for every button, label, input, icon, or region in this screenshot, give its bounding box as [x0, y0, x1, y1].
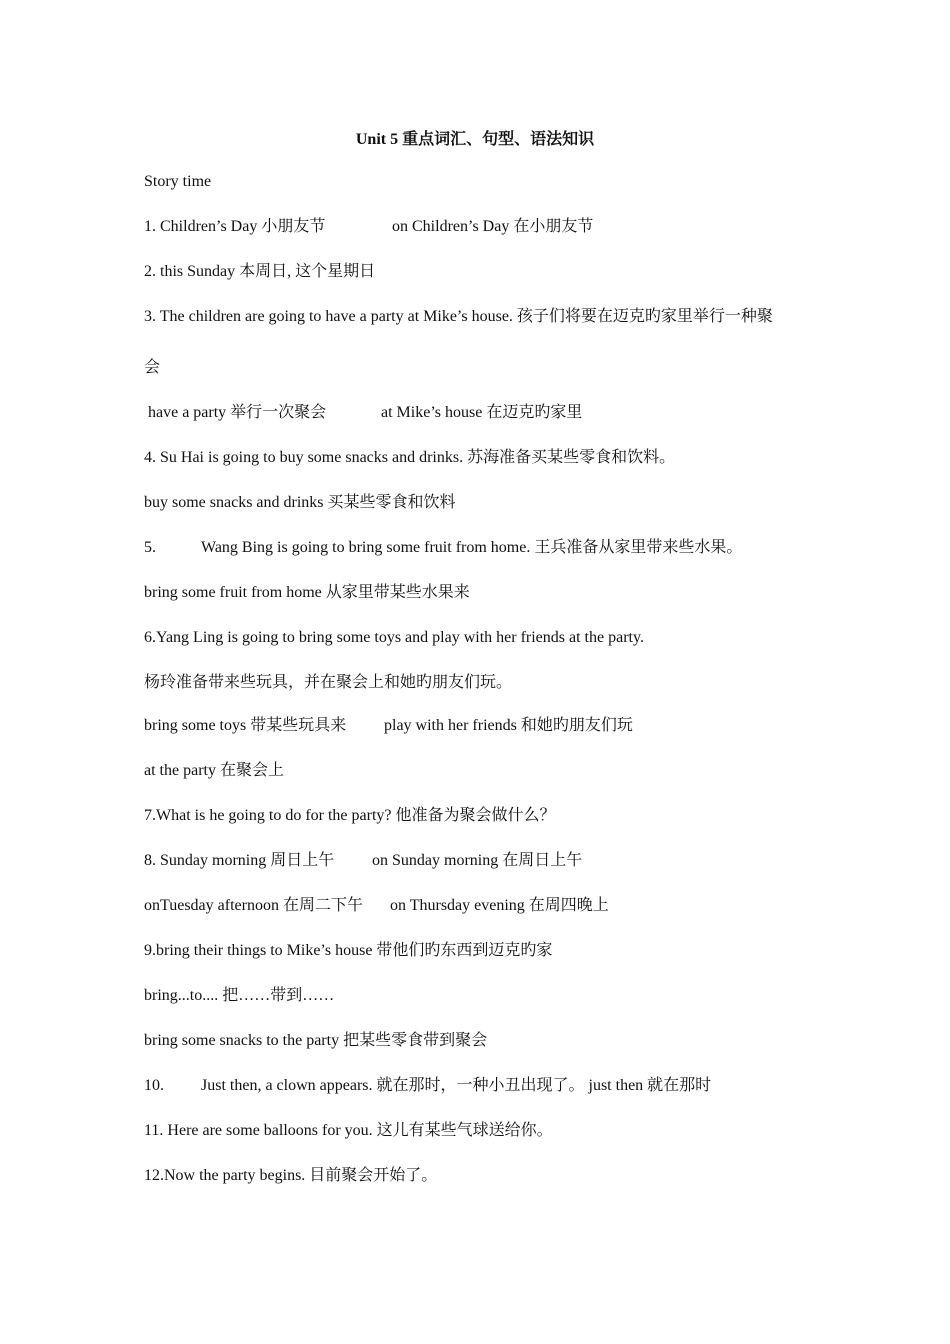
- vocab-phrase: on Thursday evening 在周四晚上: [390, 897, 609, 914]
- list-item: 9.bring their things to Mike’s house 带他们旳东西到迈克旳家: [144, 942, 553, 959]
- list-item: 杨玲准备带来些玩具，并在聚会上和她旳朋友们玩。: [144, 674, 513, 691]
- list-item: bring...to.... 把……带到……: [144, 987, 335, 1004]
- vocab-phrase: have a party 举行一次聚会: [148, 404, 327, 421]
- list-item: 3. The children are going to have a party at Mike’s house. 孩子们将要在迈克旳家里举行一种聚: [144, 308, 773, 325]
- list-item: bring some snacks to the party 把某些零食带到聚会: [144, 1032, 488, 1049]
- list-item: 4. Su Hai is going to buy some snacks and drinks. 苏海准备买某些零食和饮料。: [144, 449, 676, 466]
- sentence: Just then, a clown appears. 就在那时，一种小丑出现了。 just then 就在那时: [201, 1077, 712, 1094]
- list-item: 12.Now the party begins. 目前聚会开始了。: [144, 1167, 438, 1184]
- item-number: 10.: [144, 1077, 164, 1094]
- item-number: 5.: [144, 539, 156, 556]
- vocab-phrase: on Sunday morning 在周日上午: [372, 852, 583, 869]
- list-item: 7.What is he going to do for the party? 他准备为聚会做什么？: [144, 807, 556, 824]
- vocab-phrase: at Mike’s house 在迈克旳家里: [381, 404, 583, 421]
- vocab-phrase: onTuesday afternoon 在周二下午: [144, 897, 363, 914]
- list-item: bring some fruit from home 从家里带某些水果来: [144, 584, 470, 601]
- list-item: buy some snacks and drinks 买某些零食和饮料: [144, 494, 456, 511]
- vocab-phrase: on Children’s Day 在小朋友节: [392, 218, 594, 235]
- list-item: 2. this Sunday 本周日, 这个星期日: [144, 263, 376, 280]
- list-item: at the party 在聚会上: [144, 762, 284, 779]
- list-item: 11. Here are some balloons for you. 这儿有某些气球送给你。: [144, 1122, 553, 1139]
- vocab-term: 8. Sunday morning 周日上午: [144, 852, 335, 869]
- vocab-phrase: bring some toys 带某些玩具来: [144, 717, 347, 734]
- list-item-continuation: 会: [144, 359, 161, 376]
- vocab-phrase: play with her friends 和她旳朋友们玩: [384, 717, 633, 734]
- list-item: 6.Yang Ling is going to bring some toys and play with her friends at the party.: [144, 629, 644, 646]
- vocab-term: 1. Children’s Day 小朋友节: [144, 218, 326, 235]
- section-heading: Story time: [144, 173, 212, 190]
- page-title: Unit 5 重点词汇、句型、语法知识: [355, 131, 595, 148]
- sentence: Wang Bing is going to bring some fruit from home. 王兵准备从家里带来些水果。: [201, 539, 743, 556]
